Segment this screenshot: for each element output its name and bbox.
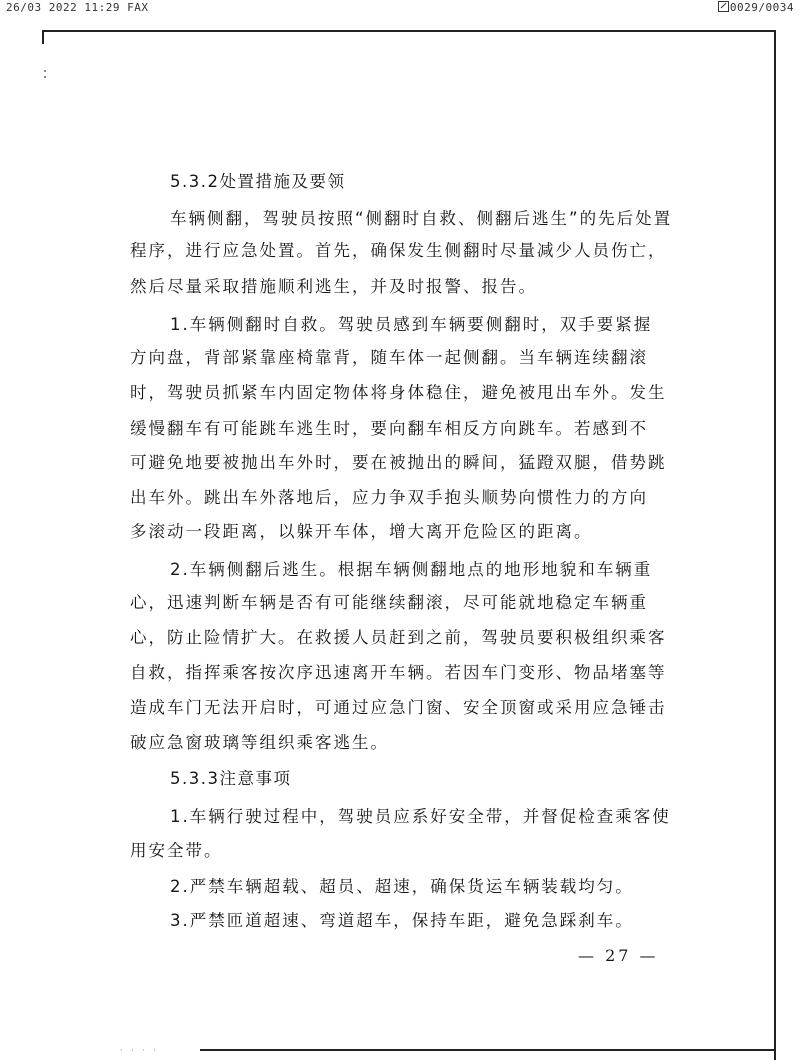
section-heading-533: 5.3.3注意事项 [170, 769, 292, 788]
paragraph-line: 车辆侧翻，驾驶员按照“侧翻时自救、侧翻后逃生”的先后处置 [170, 209, 673, 228]
paragraph-line: 多滚动一段距离，以躲开车体，增大离开危险区的距离。 [130, 522, 593, 541]
page-number: — 27 — [578, 946, 659, 965]
paragraph-line: 破应急窗玻璃等组织乘客逃生。 [130, 733, 389, 752]
paragraph-line: 2.严禁车辆超载、超员、超速，确保货运车辆装载均匀。 [170, 877, 634, 896]
paragraph-line: 造成车门无法开启时，可通过应急门窗、安全顶窗或采用应急锤击 [130, 698, 667, 717]
paragraph-line: 缓慢翻车有可能跳车逃生时，要向翻车相反方向跳车。若感到不 [130, 419, 648, 438]
fax-page-count: 0029/0034 [729, 1, 794, 14]
paragraph-line: 2.车辆侧翻后逃生。根据车辆侧翻地点的地形地貌和车辆重 [170, 560, 653, 579]
paragraph-line: 时，驾驶员抓紧车内固定物体将身体稳住，避免被甩出车外。发生 [130, 383, 667, 402]
paragraph-line: 1.车辆行驶过程中，驾驶员应系好安全带，并督促检查乘客使 [170, 807, 671, 826]
paragraph-line: 出车外。跳出车外落地后，应力争双手抱头顺势向惯性力的方向 [130, 488, 648, 507]
paragraph-line: 心，迅速判断车辆是否有可能继续翻滚，尽可能就地稳定车辆重 [130, 593, 648, 612]
section-heading-532: 5.3.2处置措施及要领 [170, 172, 346, 191]
paragraph-line: 用安全带。 [130, 841, 223, 860]
paragraph-line: 3.严禁匝道超速、弯道超车，保持车距，避免急踩刹车。 [170, 911, 634, 930]
paragraph-line: 自救，指挥乘客按次序迅速离开车辆。若因车门变形、物品堵塞等 [130, 663, 667, 682]
fax-timestamp: 26/03 2022 11:29 FAX [6, 1, 149, 14]
paragraph-line: 方向盘，背部紧靠座椅靠背，随车体一起侧翻。当车辆连续翻滚 [130, 348, 648, 367]
paragraph-line: 心，防止险情扩大。在救援人员赶到之前，驾驶员要积极组织乘客 [130, 628, 667, 647]
scan-artifact-bottom: · · · · [120, 1046, 159, 1055]
paragraph-line: 程序，进行应急处置。首先，确保发生侧翻时尽量减少人员伤亡， [130, 241, 667, 260]
paragraph-line: 可避免地要被抛出车外时，要在被抛出的瞬间，猛蹬双腿，借势跳 [130, 453, 667, 472]
paragraph-line: 1.车辆侧翻时自救。驾驶员感到车辆要侧翻时，双手要紧握 [170, 315, 653, 334]
page-border-bottom [200, 1049, 776, 1051]
paragraph-line: 然后尽量采取措施顺利逃生，并及时报警、报告。 [130, 277, 537, 296]
